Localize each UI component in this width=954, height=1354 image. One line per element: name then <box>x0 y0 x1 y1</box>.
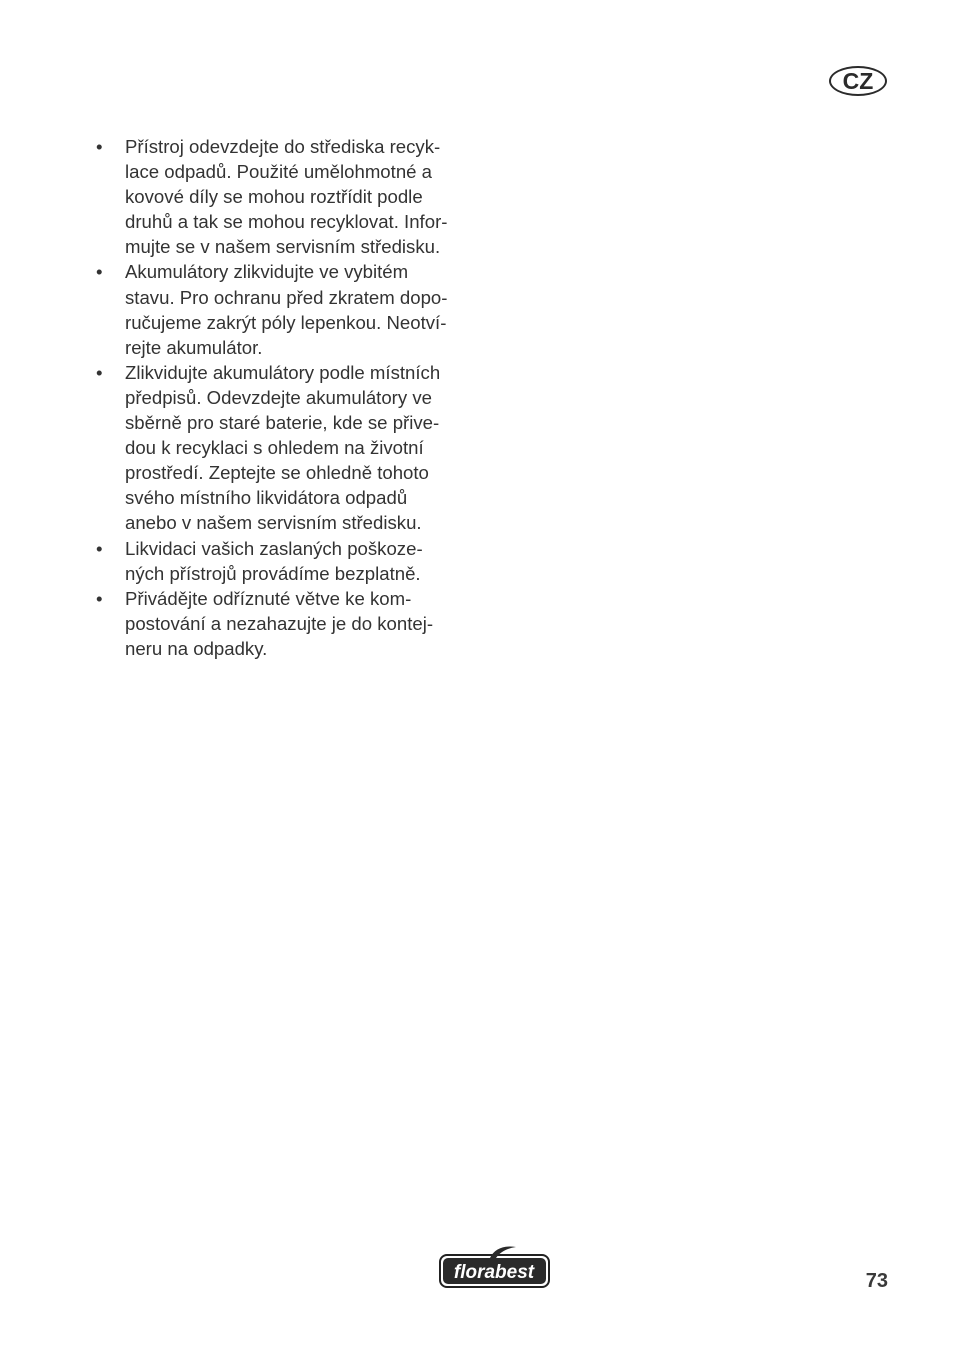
bullet-icon: • <box>96 261 103 283</box>
text-line: kovové díly se mohou roztřídit podle <box>125 186 423 208</box>
text-line: svého místního likvidátora odpadů <box>125 487 408 509</box>
list-item-text <box>125 134 447 259</box>
text-line: Přivádějte odříznuté větve ke kom- <box>125 587 412 609</box>
text-line: ných přístrojů provádíme bezplatně. <box>125 562 421 584</box>
text-line: předpisů. Odevzdejte akumulátory ve <box>125 386 432 408</box>
list-item-text <box>125 360 440 536</box>
text-line: mujte se v našem servisním středisku. <box>125 236 441 258</box>
text-line: neru na odpadky. <box>125 637 268 659</box>
list-item <box>96 536 496 586</box>
text-line: ručujeme zakrýt póly lepenkou. Neotví- <box>125 311 447 333</box>
list-item-text <box>125 259 447 359</box>
text-line: postování a nezahazujte je do kontej- <box>125 612 434 634</box>
text-line: Likvidaci vašich zaslaných poškoze- <box>125 537 423 559</box>
list-item-text <box>125 536 423 586</box>
text-line: dou k recyklaci s ohledem na životní <box>125 437 424 459</box>
text-line: prostředí. Zeptejte se ohledně tohoto <box>125 462 429 484</box>
florabest-logo <box>438 1244 551 1290</box>
text-line: druhů a tak se mohou recyklovat. Infor- <box>125 211 448 233</box>
text-line: sběrně pro staré baterie, kde se přive- <box>125 412 440 434</box>
disposal-instructions-list <box>96 134 496 661</box>
text-line: stavu. Pro ochranu před zkratem dopo- <box>125 286 448 308</box>
list-item-text <box>125 586 433 661</box>
bullet-icon: • <box>96 361 103 383</box>
text-line: rejte akumulátor. <box>125 336 263 358</box>
list-item <box>96 586 496 661</box>
bullet-icon: • <box>96 587 103 609</box>
list-item <box>96 360 496 536</box>
florabest-logo-graphic <box>438 1244 551 1290</box>
text-line: Akumulátory zlikvidujte ve vybitém <box>125 261 409 283</box>
list-item <box>96 259 496 359</box>
brand-wordmark: florabest <box>453 1262 535 1283</box>
text-line: Přístroj odevzdejte do střediska recyk- <box>125 136 441 157</box>
text-line: lace odpadů. Použité umělohmotné a <box>125 161 433 183</box>
page-number: 73 <box>865 1270 888 1292</box>
text-line: anebo v našem servisním středisku. <box>125 512 422 534</box>
bullet-icon: • <box>96 136 103 157</box>
bullet-icon: • <box>96 537 103 559</box>
language-badge: CZ <box>829 66 887 96</box>
text-line: Zlikvidujte akumulátory podle místních <box>125 361 441 383</box>
list-item <box>96 134 496 259</box>
